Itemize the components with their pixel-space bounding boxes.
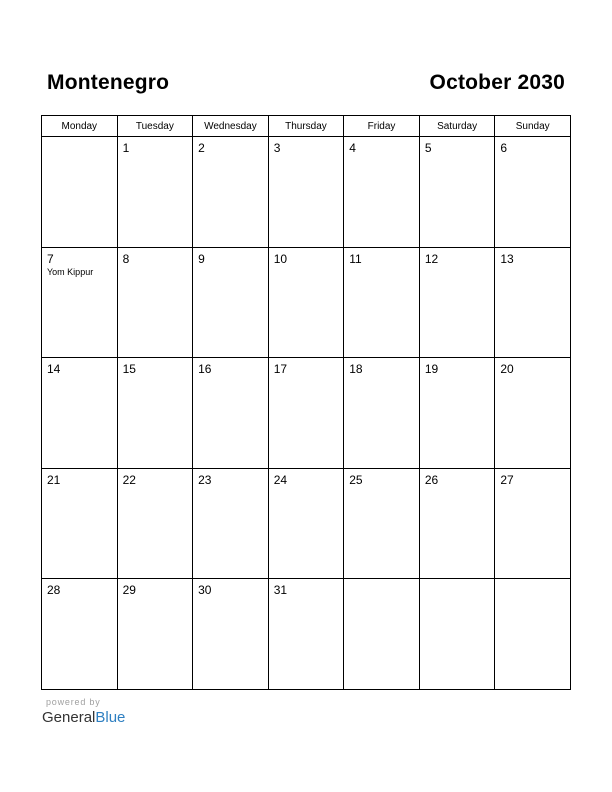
day-number: 29 [122, 583, 136, 598]
day-number: 12 [424, 251, 439, 266]
day-cell [193, 247, 269, 358]
day-number: 15 [122, 362, 136, 377]
day-cell [419, 579, 495, 690]
week-row-3 [42, 358, 571, 469]
day-cell [419, 358, 495, 469]
day-number: 24 [273, 472, 288, 487]
weekday-monday: Monday [42, 116, 118, 137]
day-number: 5 [424, 141, 432, 155]
day-number: 19 [424, 362, 439, 377]
day-number: 9 [198, 251, 205, 266]
day-cell [495, 468, 571, 579]
month-year-title: October 2030 [429, 71, 565, 94]
day-cell [42, 468, 118, 579]
day-number: 20 [500, 362, 514, 377]
day-cell [344, 579, 420, 690]
day-cell [419, 137, 495, 248]
day-cell [495, 247, 571, 358]
day-number: 7 [47, 251, 54, 266]
holiday-label: Yom Kippur [47, 266, 94, 277]
day-number: 8 [122, 251, 130, 266]
day-number: 26 [424, 472, 439, 487]
day-number: 22 [122, 472, 136, 487]
day-number: 21 [47, 472, 61, 487]
day-cell [117, 468, 193, 579]
day-cell [117, 579, 193, 690]
weekday-header-row [42, 116, 571, 137]
day-cell [268, 247, 344, 358]
day-cell [42, 358, 118, 469]
day-cell [193, 137, 269, 248]
day-cell [117, 358, 193, 469]
day-cell [42, 247, 118, 358]
day-number: 28 [47, 583, 61, 598]
country-title: Montenegro [47, 71, 170, 94]
weekday-wednesday: Wednesday [193, 116, 269, 137]
day-cell [117, 247, 193, 358]
day-cell [344, 137, 420, 248]
day-cell [419, 247, 495, 358]
day-number: 10 [273, 251, 288, 266]
weekday-tuesday: Tuesday [117, 116, 193, 137]
day-number: 23 [198, 472, 212, 487]
day-cell [193, 579, 269, 690]
day-number: 13 [500, 251, 514, 266]
day-number: 14 [47, 362, 61, 377]
day-cell [495, 137, 571, 248]
day-number: 4 [349, 141, 356, 155]
week-row-1 [42, 137, 571, 248]
day-cell [193, 358, 269, 469]
weekday-sunday: Sunday [495, 116, 571, 137]
brand-blue-text: Blue [95, 709, 126, 726]
brand-general-text: General [42, 709, 96, 726]
weekday-saturday: Saturday [419, 116, 495, 137]
day-number: 6 [500, 141, 508, 155]
day-number: 27 [500, 472, 514, 487]
week-row-4 [42, 468, 571, 579]
day-number: 16 [198, 362, 212, 377]
week-row-2 [42, 247, 571, 358]
day-number: 30 [198, 583, 212, 598]
day-cell [117, 137, 193, 248]
weekday-thursday: Thursday [268, 116, 344, 137]
day-number: 18 [349, 362, 363, 377]
day-cell [193, 468, 269, 579]
day-cell [42, 137, 118, 248]
powered-by-label: powered by [46, 697, 101, 707]
day-number: 2 [198, 141, 205, 155]
day-number: 11 [349, 251, 362, 266]
day-cell [268, 579, 344, 690]
day-cell [344, 247, 420, 358]
day-cell [268, 468, 344, 579]
day-cell [419, 468, 495, 579]
weekday-friday: Friday [344, 116, 420, 137]
day-cell [344, 358, 420, 469]
generalblue-logo[interactable] [42, 709, 125, 726]
day-number: 17 [273, 362, 288, 377]
day-number: 25 [349, 472, 363, 487]
day-number: 3 [273, 141, 281, 155]
day-cell [268, 358, 344, 469]
week-row-5 [42, 579, 571, 690]
day-cell [495, 358, 571, 469]
calendar-grid [41, 115, 571, 690]
day-cell [42, 579, 118, 690]
day-number: 31 [273, 583, 288, 598]
day-cell [344, 468, 420, 579]
day-cell [495, 579, 571, 690]
day-number: 1 [122, 141, 130, 155]
day-cell [268, 137, 344, 248]
